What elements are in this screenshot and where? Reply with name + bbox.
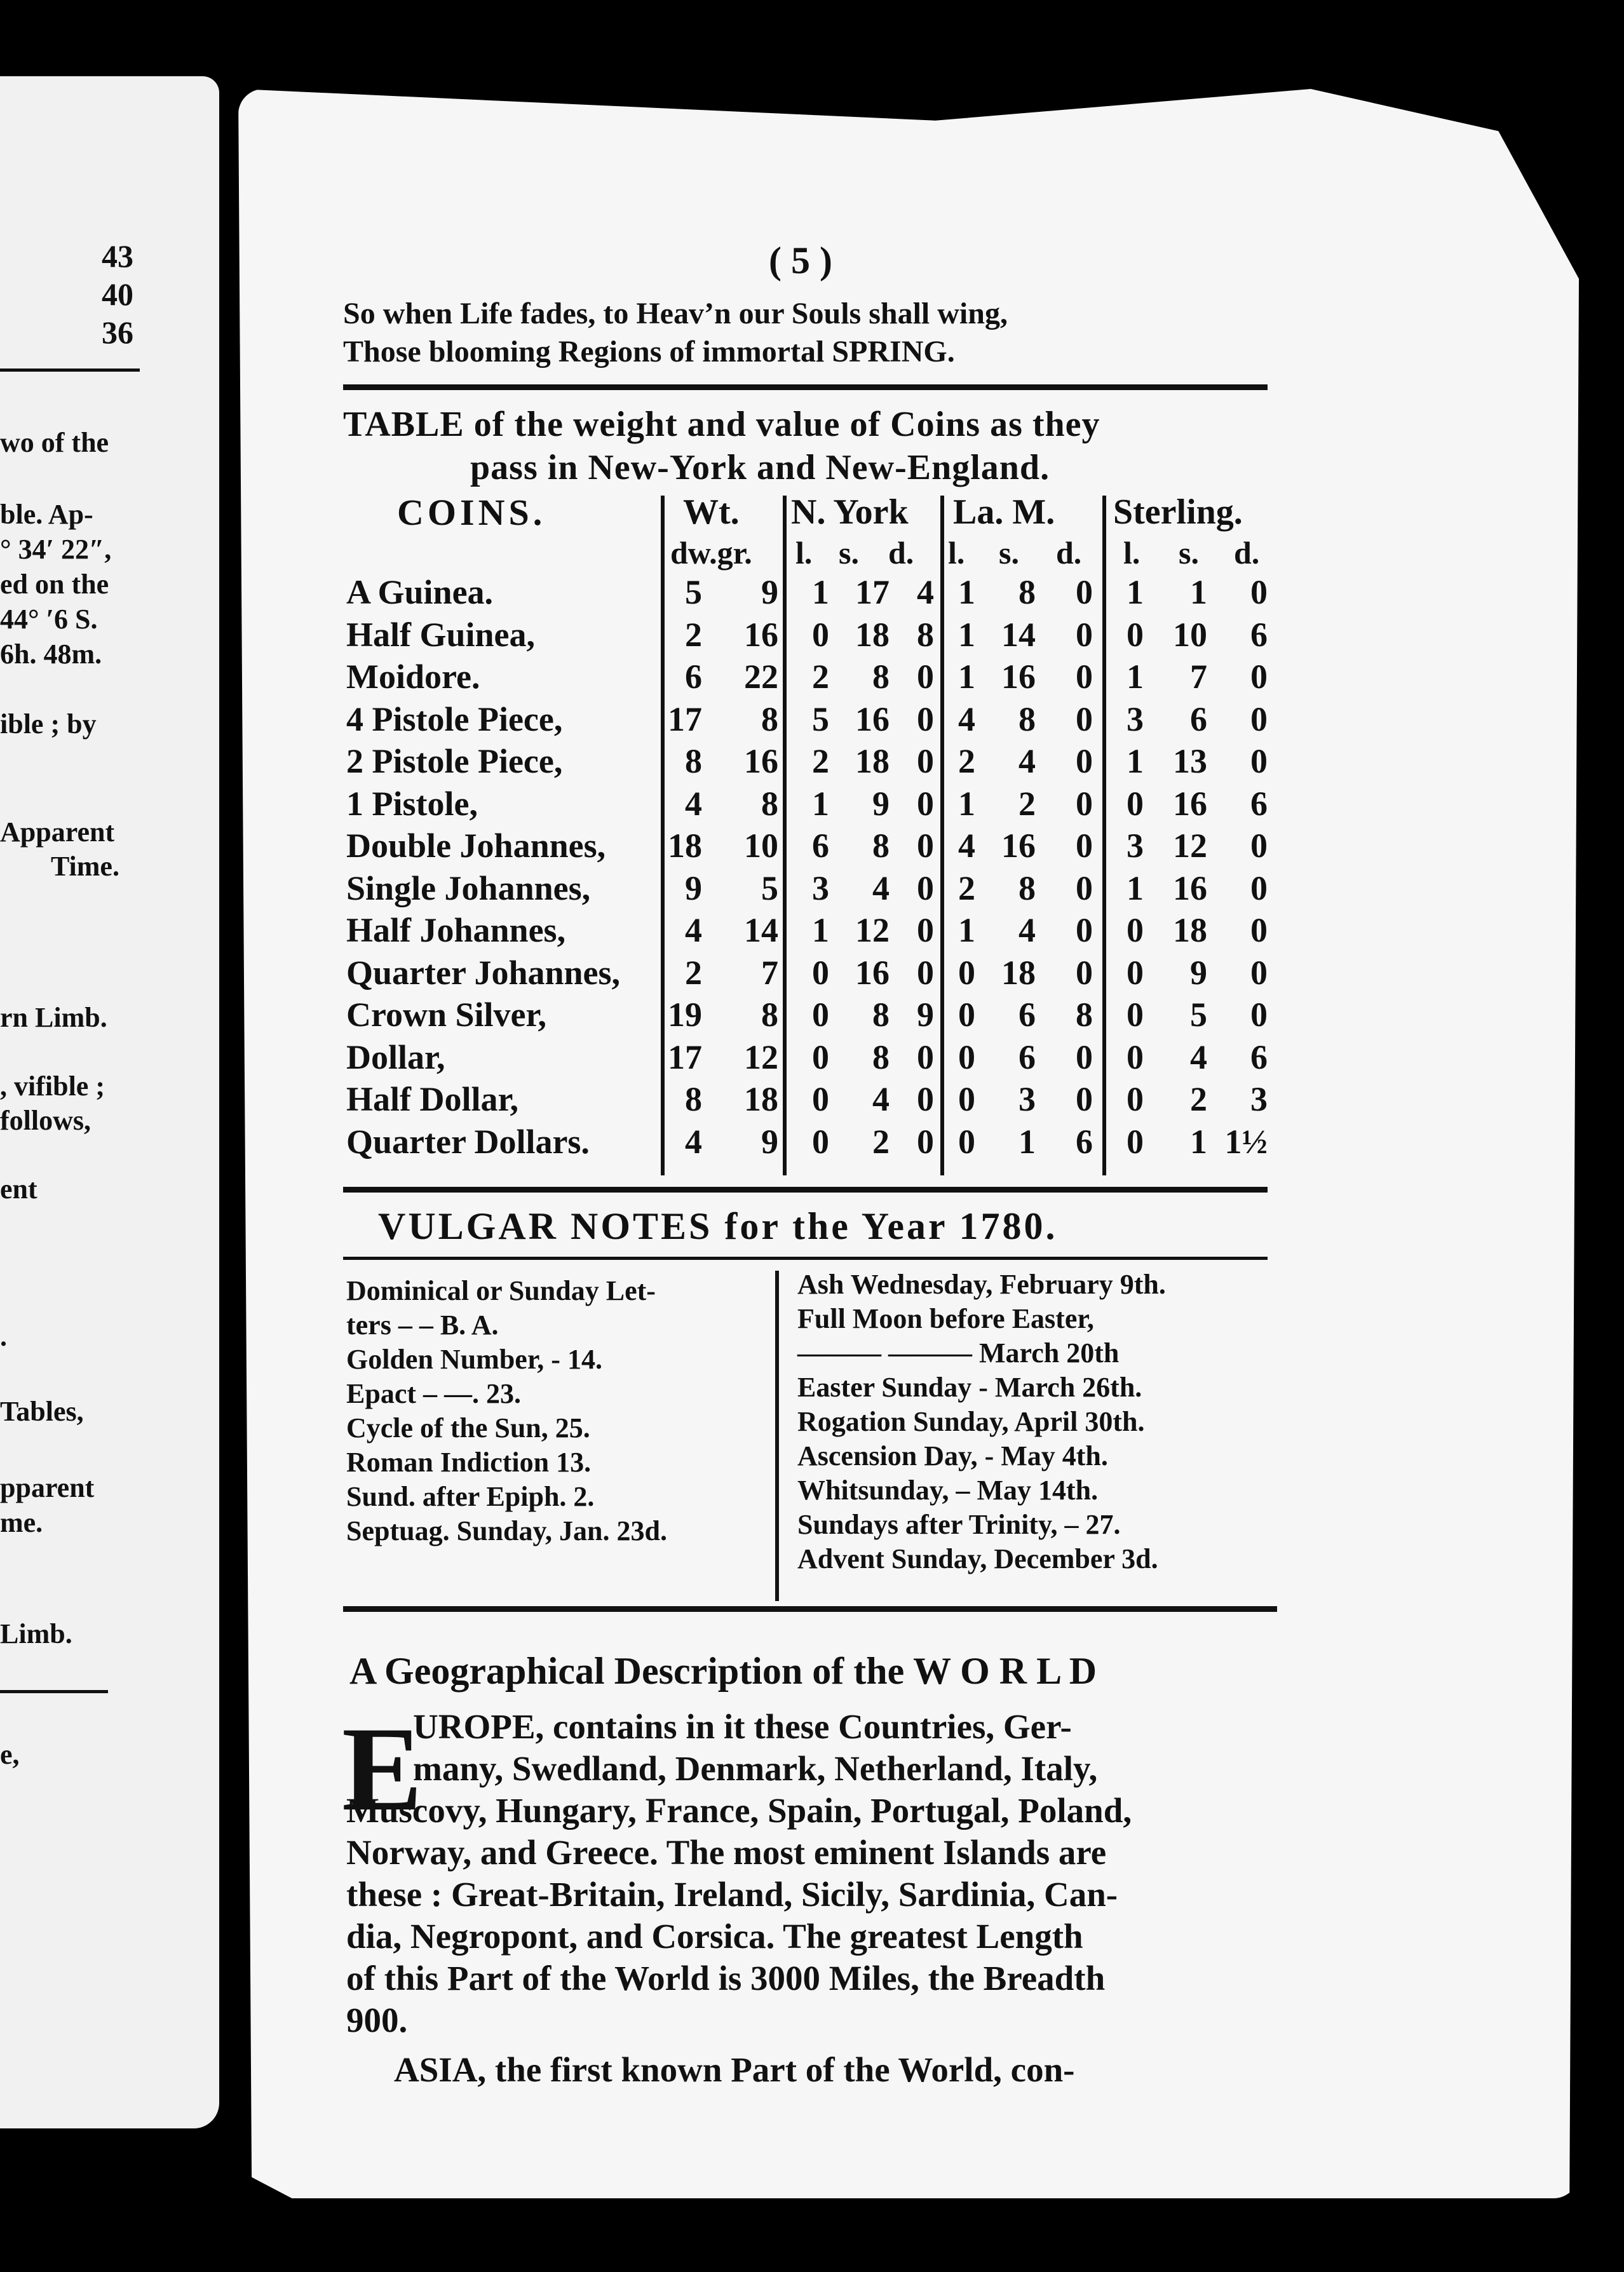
- coin-value-cell: 8: [761, 700, 778, 738]
- vulgar-notes-title: VULGAR NOTES for the Year 1780.: [378, 1205, 1058, 1247]
- subheader: l.: [795, 535, 813, 571]
- page-number: ( 5 ): [769, 240, 832, 281]
- coin-value-cell: 4: [1190, 1038, 1207, 1076]
- left-text-fragment: 44° ′6 S.: [0, 604, 98, 635]
- vulgar-note-right-line: Sundays after Trinity, – 27.: [797, 1509, 1121, 1540]
- coin-value-cell: 18: [855, 615, 890, 654]
- coin-value-cell: 0: [1076, 700, 1093, 738]
- left-text-fragment: ed on the: [0, 569, 109, 600]
- coin-value-cell: 9: [761, 1122, 778, 1161]
- coin-value-cell: 1: [1190, 1122, 1207, 1161]
- coin-value-cell: 3: [1018, 1080, 1036, 1118]
- notes-column-rule: [775, 1271, 779, 1601]
- left-text-fragment: .: [0, 1321, 7, 1352]
- coin-value-cell: 1: [1127, 658, 1144, 696]
- coin-value-cell: 2: [1018, 784, 1036, 823]
- coin-value-cell: 2: [872, 1122, 890, 1161]
- coin-value-cell: 4: [685, 911, 702, 949]
- section-rule: [343, 384, 1268, 390]
- coin-value-cell: 0: [1250, 573, 1268, 611]
- coin-value-cell: 0: [1250, 869, 1268, 907]
- coin-name: Quarter Dollars.: [346, 1122, 590, 1161]
- left-page-number: 40: [102, 276, 133, 312]
- new-york-header: N. York: [791, 492, 909, 532]
- coin-value-cell: 8: [872, 1038, 890, 1076]
- coin-name: 4 Pistole Piece,: [346, 700, 563, 738]
- coin-value-cell: 14: [744, 911, 778, 949]
- section-rule: [343, 1187, 1268, 1193]
- coin-value-cell: 17: [855, 573, 890, 611]
- coin-value-cell: 8: [1018, 573, 1036, 611]
- coin-value-cell: 14: [1001, 615, 1036, 654]
- coin-value-cell: 8: [1076, 996, 1093, 1034]
- coin-value-cell: 2: [958, 869, 975, 907]
- subheader: l.: [948, 535, 965, 571]
- coin-value-cell: 1: [1127, 742, 1144, 780]
- left-rule: [0, 1690, 108, 1693]
- vulgar-note-right-line: Full Moon before Easter,: [797, 1303, 1094, 1334]
- coin-value-cell: 4: [1018, 911, 1036, 949]
- coin-value-cell: 8: [685, 1080, 702, 1118]
- coin-value-cell: 16: [744, 742, 778, 780]
- coin-value-cell: 0: [1076, 742, 1093, 780]
- coin-value-cell: 0: [1076, 953, 1093, 992]
- coin-value-cell: 0: [1076, 1038, 1093, 1076]
- vulgar-note-right-line: Easter Sunday - March 26th.: [797, 1372, 1142, 1403]
- coin-value-cell: 5: [685, 573, 702, 611]
- coin-value-cell: 5: [812, 700, 829, 738]
- asia-paragraph: ASIA, the first known Part of the World, con-: [394, 2050, 1075, 2089]
- coin-value-cell: 0: [958, 996, 975, 1034]
- coin-value-cell: 0: [1076, 615, 1093, 654]
- geography-line: these : Great-Britain, Ireland, Sicily, Sardinia, Can-: [346, 1875, 1118, 1914]
- coin-value-cell: 2: [1190, 1080, 1207, 1118]
- coin-value-cell: 0: [812, 1080, 829, 1118]
- coin-name: A Guinea.: [346, 573, 494, 611]
- geography-title: A Geographical Description of the W O R L D: [349, 1650, 1097, 1692]
- left-text-fragment: Limb.: [0, 1618, 72, 1649]
- coins-header: COINS.: [397, 492, 546, 533]
- subheader: dw.gr.: [670, 535, 752, 571]
- vulgar-note-right-line: Whitsunday, – May 14th.: [797, 1475, 1099, 1506]
- coin-value-cell: 0: [917, 658, 934, 696]
- coin-value-cell: 1: [958, 911, 975, 949]
- left-text-fragment: pparent: [0, 1472, 95, 1503]
- left-text-fragment: Apparent: [0, 816, 115, 848]
- coin-value-cell: 0: [812, 615, 829, 654]
- coins-table-title: TABLE of the weight and value of Coins as they: [343, 405, 1100, 444]
- coin-value-cell: 2: [812, 742, 829, 780]
- coin-value-cell: 2: [958, 742, 975, 780]
- subheader: l.: [1123, 535, 1140, 571]
- coin-value-cell: 4: [958, 827, 975, 865]
- coin-value-cell: 6: [1250, 1038, 1268, 1076]
- subheader: d.: [888, 535, 914, 571]
- coin-value-cell: 9: [917, 996, 934, 1034]
- coin-value-cell: 6: [685, 658, 702, 696]
- left-page-number: 43: [102, 238, 133, 274]
- coin-value-cell: 6: [812, 827, 829, 865]
- coin-value-cell: 0: [917, 784, 934, 823]
- coin-value-cell: 0: [917, 869, 934, 907]
- coin-value-cell: 0: [1250, 658, 1268, 696]
- coin-value-cell: 0: [1076, 827, 1093, 865]
- vulgar-note-right-line: Rogation Sunday, April 30th.: [797, 1406, 1145, 1437]
- vulgar-note-right-line: Advent Sunday, December 3d.: [797, 1543, 1158, 1574]
- previous-page-fragment: [0, 76, 219, 2128]
- vulgar-note-right-line: Ash Wednesday, February 9th.: [797, 1269, 1166, 1300]
- left-text-fragment: follows,: [0, 1105, 91, 1136]
- coin-value-cell: 0: [1250, 911, 1268, 949]
- coin-value-cell: 16: [855, 700, 890, 738]
- coin-value-cell: 0: [958, 1038, 975, 1076]
- left-text-fragment: rn Limb.: [0, 1002, 107, 1033]
- coin-value-cell: 0: [1076, 573, 1093, 611]
- coin-value-cell: 0: [1250, 700, 1268, 738]
- coin-value-cell: 1: [958, 784, 975, 823]
- coin-value-cell: 9: [1190, 953, 1207, 992]
- coin-value-cell: 0: [1250, 827, 1268, 865]
- coin-value-cell: 10: [744, 827, 778, 865]
- coin-value-cell: 16: [1173, 869, 1207, 907]
- coin-value-cell: 3: [1127, 827, 1144, 865]
- subheader: d.: [1056, 535, 1082, 571]
- coin-value-cell: 8: [1018, 869, 1036, 907]
- coin-value-cell: 10: [1173, 615, 1207, 654]
- coin-value-cell: 1: [812, 911, 829, 949]
- coin-value-cell: 6: [1018, 1038, 1036, 1076]
- coin-value-cell: 9: [872, 784, 890, 823]
- coin-value-cell: 6: [1190, 700, 1207, 738]
- table-column-rule: [661, 496, 665, 1175]
- coin-value-cell: 7: [761, 953, 778, 992]
- coin-value-cell: 18: [1173, 911, 1207, 949]
- coin-value-cell: 1: [1127, 573, 1144, 611]
- geography-line: Muscovy, Hungary, France, Spain, Portugal, Poland,: [346, 1791, 1132, 1830]
- coin-value-cell: 0: [1127, 1122, 1144, 1161]
- coin-value-cell: 18: [1001, 953, 1036, 992]
- coin-value-cell: 0: [1076, 784, 1093, 823]
- left-text-fragment: ° 34′ 22″,: [0, 534, 112, 565]
- coin-value-cell: 2: [685, 953, 702, 992]
- coin-name: Single Johannes,: [346, 869, 591, 907]
- coin-name: Double Johannes,: [346, 827, 606, 865]
- coin-value-cell: 4: [685, 784, 702, 823]
- left-text-fragment: ble. Ap-: [0, 499, 93, 530]
- left-text-fragment: Time.: [51, 851, 119, 882]
- coin-value-cell: 0: [1076, 658, 1093, 696]
- left-text-fragment: Tables,: [0, 1396, 84, 1427]
- coin-value-cell: 18: [855, 742, 890, 780]
- left-page-number: 36: [102, 314, 133, 350]
- left-text-fragment: wo of the: [0, 427, 109, 458]
- coin-value-cell: 1: [958, 615, 975, 654]
- coin-value-cell: 6: [1250, 615, 1268, 654]
- vulgar-note-right-line: Ascension Day, - May 4th.: [797, 1440, 1108, 1471]
- left-text-fragment: e,: [0, 1739, 20, 1770]
- table-column-rule: [940, 496, 944, 1175]
- coin-value-cell: 4: [685, 1122, 702, 1161]
- coin-value-cell: 1: [1127, 869, 1144, 907]
- coin-value-cell: 3: [812, 869, 829, 907]
- coin-name: 2 Pistole Piece,: [346, 742, 563, 780]
- coin-value-cell: 8: [917, 615, 934, 654]
- coin-value-cell: 12: [1173, 827, 1207, 865]
- table-column-rule: [1102, 496, 1106, 1175]
- coins-table-title: pass in New-York and New-England.: [470, 448, 1050, 487]
- coin-value-cell: 0: [1127, 996, 1144, 1034]
- coin-value-cell: 0: [1076, 911, 1093, 949]
- coin-value-cell: 16: [855, 953, 890, 992]
- coin-value-cell: 5: [1190, 996, 1207, 1034]
- coin-value-cell: 9: [761, 573, 778, 611]
- coin-value-cell: 1: [812, 784, 829, 823]
- vulgar-note-left-line: Cycle of the Sun, 25.: [346, 1412, 590, 1444]
- vulgar-note-left-line: Roman Indiction 13.: [346, 1447, 592, 1478]
- left-text-fragment: ent: [0, 1173, 37, 1205]
- vulgar-note-right-line: ——— ——— March 20th: [797, 1337, 1120, 1369]
- lawful-money-header: La. M.: [953, 492, 1055, 532]
- coin-value-cell: 12: [855, 911, 890, 949]
- vulgar-note-left-line: Sund. after Epiph. 2.: [346, 1481, 595, 1512]
- coin-value-cell: 18: [744, 1080, 778, 1118]
- vulgar-note-left-line: Epact – —. 23.: [346, 1378, 521, 1409]
- coin-value-cell: 8: [872, 658, 890, 696]
- coin-value-cell: 0: [1076, 1080, 1093, 1118]
- geography-line: of this Part of the World is 3000 Miles, the Breadth: [346, 1959, 1106, 1998]
- coin-value-cell: 13: [1173, 742, 1207, 780]
- coin-value-cell: 0: [1250, 996, 1268, 1034]
- coin-value-cell: 0: [1250, 742, 1268, 780]
- subheader: s.: [999, 535, 1019, 571]
- coin-value-cell: 4: [917, 573, 934, 611]
- section-rule: [343, 1606, 1277, 1612]
- coin-value-cell: 0: [812, 996, 829, 1034]
- coin-name: Half Guinea,: [346, 615, 536, 654]
- geography-line: Norway, and Greece. The most eminent Islands are: [346, 1833, 1107, 1872]
- verse-line: Those blooming Regions of immortal SPRING.: [343, 335, 955, 369]
- coin-value-cell: 1: [812, 573, 829, 611]
- left-text-fragment: , vifible ;: [0, 1071, 105, 1102]
- coin-value-cell: 0: [1127, 911, 1144, 949]
- subheader: s.: [839, 535, 859, 571]
- coin-name: Dollar,: [346, 1038, 445, 1076]
- coin-value-cell: 0: [917, 953, 934, 992]
- coin-value-cell: 1: [1018, 1122, 1036, 1161]
- coin-value-cell: 0: [958, 1122, 975, 1161]
- coin-value-cell: 0: [958, 953, 975, 992]
- coin-value-cell: 0: [1127, 784, 1144, 823]
- left-rule: [0, 369, 140, 372]
- coin-value-cell: 4: [872, 869, 890, 907]
- coin-value-cell: 4: [1018, 742, 1036, 780]
- subheader: s.: [1179, 535, 1199, 571]
- vulgar-note-left-line: Dominical or Sunday Let-: [346, 1275, 656, 1306]
- coin-value-cell: 7: [1190, 658, 1207, 696]
- coin-name: Moidore.: [346, 658, 480, 696]
- coin-value-cell: 0: [958, 1080, 975, 1118]
- coin-value-cell: 4: [872, 1080, 890, 1118]
- vulgar-note-left-line: Golden Number, - 14.: [346, 1344, 602, 1375]
- vulgar-note-left-line: Septuag. Sunday, Jan. 23d.: [346, 1515, 667, 1546]
- drop-cap: E: [342, 1703, 423, 1836]
- coin-value-cell: 8: [761, 784, 778, 823]
- coin-value-cell: 2: [685, 615, 702, 654]
- coin-value-cell: 0: [1127, 615, 1144, 654]
- coin-value-cell: 3: [1250, 1080, 1268, 1118]
- coin-value-cell: 12: [744, 1038, 778, 1076]
- coin-name: Quarter Johannes,: [346, 953, 621, 992]
- coin-value-cell: 0: [917, 1122, 934, 1161]
- section-rule-thin: [343, 1257, 1268, 1260]
- coin-value-cell: 0: [1127, 953, 1144, 992]
- coin-value-cell: 16: [1001, 658, 1036, 696]
- coin-value-cell: 6: [1076, 1122, 1093, 1161]
- coin-value-cell: 1: [958, 573, 975, 611]
- weight-header: Wt.: [683, 492, 740, 532]
- geography-line: UROPE, contains in it these Countries, Ger-: [413, 1707, 1072, 1746]
- coin-value-cell: 8: [872, 827, 890, 865]
- verse-line: So when Life fades, to Heav’n our Souls shall wing,: [343, 297, 1008, 330]
- coin-value-cell: 0: [1076, 869, 1093, 907]
- coin-value-cell: 0: [917, 827, 934, 865]
- coin-value-cell: 0: [812, 1122, 829, 1161]
- coin-value-cell: 0: [1127, 1080, 1144, 1118]
- coin-value-cell: 0: [917, 1080, 934, 1118]
- coin-value-cell: 0: [917, 742, 934, 780]
- coin-value-cell: 8: [872, 996, 890, 1034]
- coin-value-cell: 0: [812, 1038, 829, 1076]
- geography-line: 900.: [346, 2001, 408, 2039]
- coin-value-cell: 8: [685, 742, 702, 780]
- sterling-header: Sterling.: [1113, 492, 1243, 532]
- coin-name: Half Dollar,: [346, 1080, 519, 1118]
- coin-value-cell: 18: [668, 827, 702, 865]
- coin-value-cell: 5: [761, 869, 778, 907]
- coin-value-cell: 17: [668, 700, 702, 738]
- coin-value-cell: 16: [1173, 784, 1207, 823]
- coin-name: Crown Silver,: [346, 996, 547, 1034]
- coin-value-cell: 8: [761, 996, 778, 1034]
- coin-value-cell: 6: [1018, 996, 1036, 1034]
- coin-value-cell: 0: [1127, 1038, 1144, 1076]
- left-text-fragment: me.: [0, 1507, 43, 1538]
- coin-value-cell: 0: [917, 700, 934, 738]
- coin-value-cell: 1: [1190, 573, 1207, 611]
- coin-value-cell: 1½: [1224, 1122, 1268, 1161]
- coin-value-cell: 3: [1127, 700, 1144, 738]
- geography-line: dia, Negropont, and Corsica. The greatest Length: [346, 1917, 1083, 1956]
- coin-value-cell: 16: [1001, 827, 1036, 865]
- geography-line: many, Swedland, Denmark, Netherland, Italy,: [413, 1749, 1098, 1788]
- coin-value-cell: 9: [685, 869, 702, 907]
- coin-value-cell: 22: [744, 658, 778, 696]
- coin-value-cell: 0: [917, 911, 934, 949]
- coin-value-cell: 4: [958, 700, 975, 738]
- coin-value-cell: 1: [958, 658, 975, 696]
- coin-name: 1 Pistole,: [346, 784, 478, 823]
- coin-value-cell: 6: [1250, 784, 1268, 823]
- left-text-fragment: 6h. 48m.: [0, 639, 102, 670]
- coin-value-cell: 16: [744, 615, 778, 654]
- coin-value-cell: 0: [917, 1038, 934, 1076]
- coin-value-cell: 17: [668, 1038, 702, 1076]
- coin-value-cell: 0: [812, 953, 829, 992]
- coin-value-cell: 0: [1250, 953, 1268, 992]
- vulgar-note-left-line: ters – – B. A.: [346, 1309, 499, 1341]
- coin-value-cell: 8: [1018, 700, 1036, 738]
- coin-value-cell: 19: [668, 996, 702, 1034]
- coin-value-cell: 2: [812, 658, 829, 696]
- subheader: d.: [1234, 535, 1260, 571]
- coin-name: Half Johannes,: [346, 911, 566, 949]
- table-column-rule: [783, 496, 787, 1175]
- left-text-fragment: ible ; by: [0, 708, 97, 740]
